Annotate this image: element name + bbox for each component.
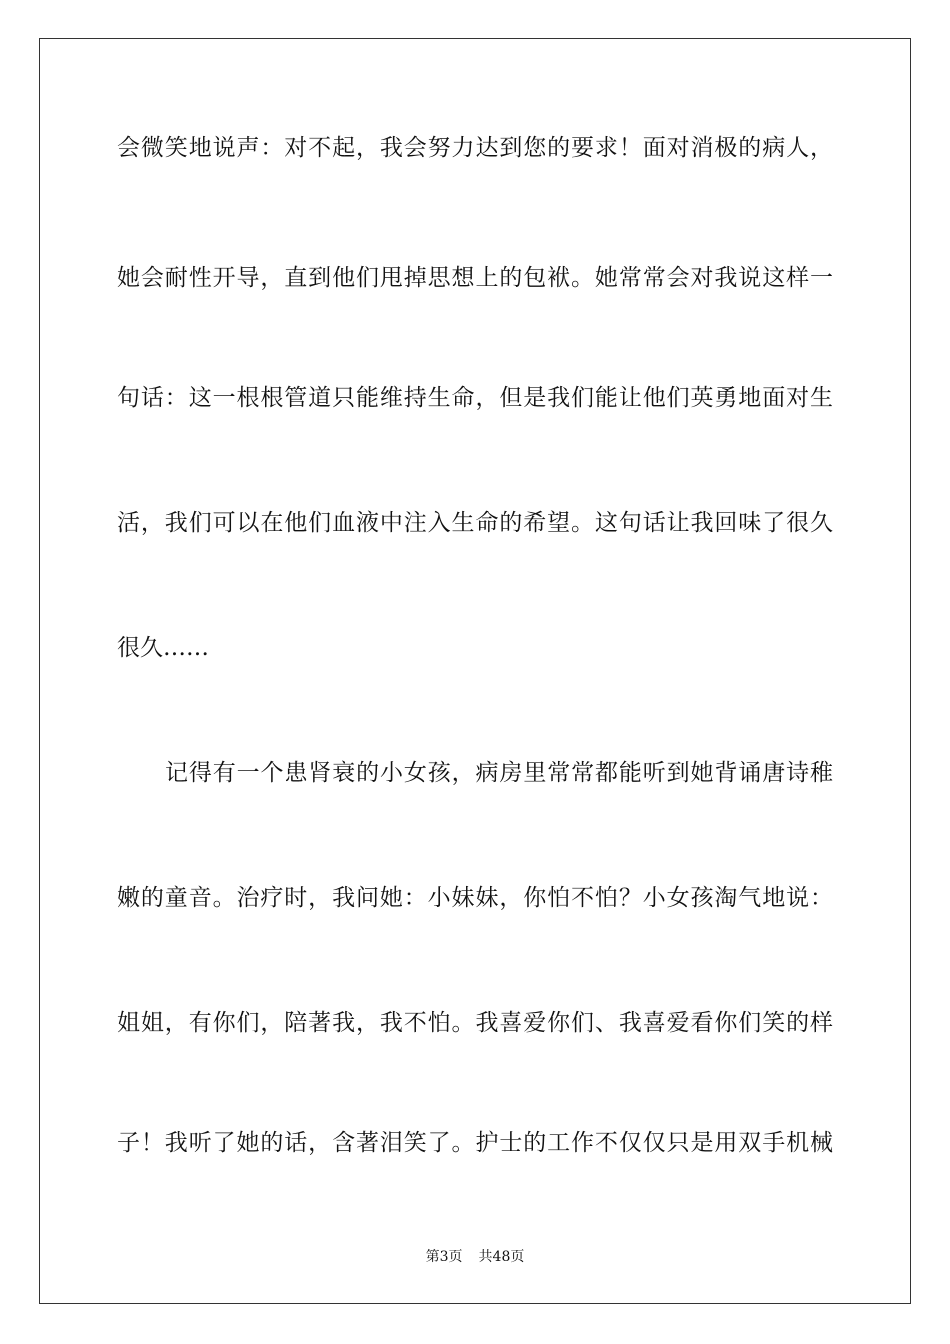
text-line: 活，我们可以在他们血液中注入生命的希望。这句话让我回味了很久 [117,510,833,536]
page-number: 第3页 [425,1249,463,1265]
text-line: 她会耐性开导，直到他们甩掉思想上的包袱。她常常会对我说这样一 [117,265,833,291]
text-line: 嫩的童音。治疗时，我问她：小妹妹，你怕不怕？小女孩淘气地说： [117,885,833,911]
page-total: 共48页 [478,1249,525,1265]
text-line: 很久…… [117,635,209,661]
text-line: 会微笑地说声：对不起，我会努力达到您的要求！面对消极的病人， [117,135,833,161]
text-line: 句话：这一根根管道只能维持生命，但是我们能让他们英勇地面对生 [117,385,833,411]
paragraph-first-line: 记得有一个患肾衰的小女孩，病房里常常都能听到她背诵唐诗稚 [165,760,833,786]
text-line: 子！我听了她的话，含著泪笑了。护士的工作不仅仅只是用双手机械 [117,1130,833,1156]
page-footer [0,1248,950,1266]
text-line: 姐姐，有你们，陪著我，我不怕。我喜爱你们、我喜爱看你们笑的样 [117,1010,833,1036]
page-frame [39,38,911,1304]
